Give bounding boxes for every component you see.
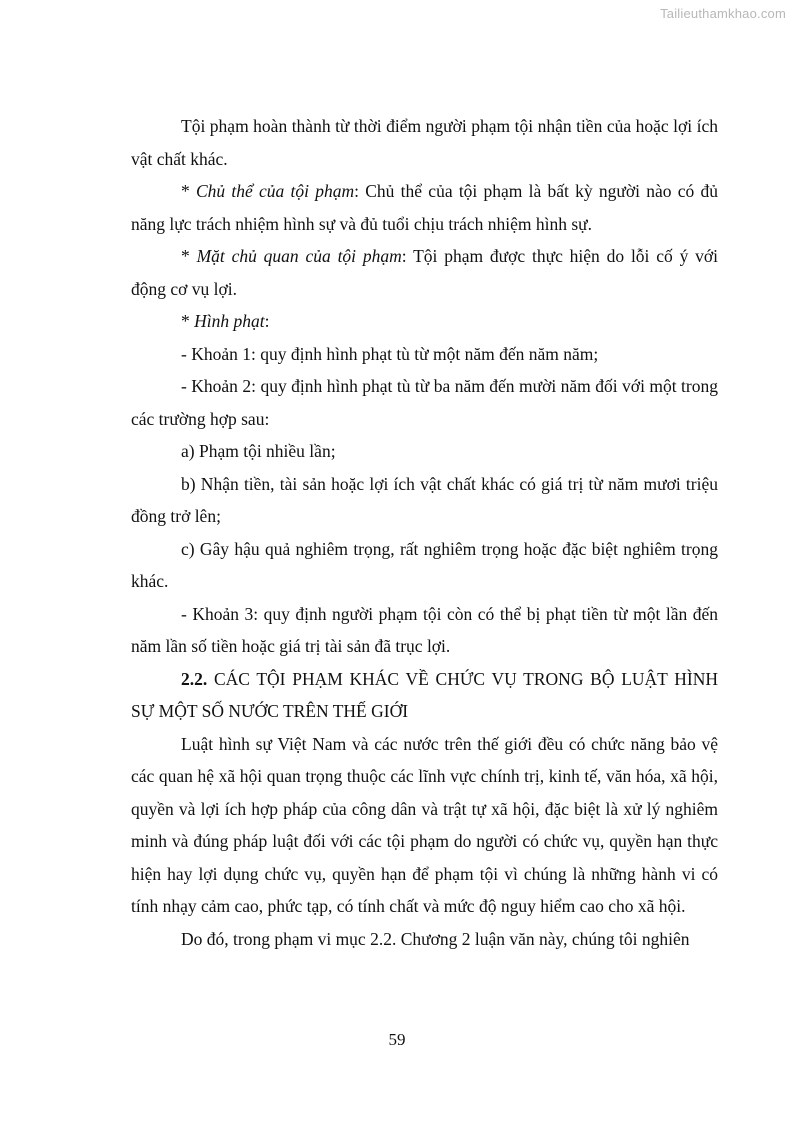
- section-title: CÁC TỘI PHẠM KHÁC VỀ CHỨC VỤ TRONG BỘ LUẬT HÌNH SỰ MỘT SỐ NƯỚC TRÊN THẾ GIỚI: [131, 668, 719, 721]
- bullet-marker: *: [181, 246, 190, 266]
- paragraph-penalty: [131, 305, 718, 338]
- document-body: [131, 110, 718, 955]
- paragraph-item-b: b) Nhận tiền, tài sản hoặc lợi ích vật chất khác có giá trị từ năm mươi triệu đồng trở lên;: [131, 473, 718, 526]
- paragraph-completion: Tội phạm hoàn thành từ thời điểm người phạm tội nhận tiền của hoặc lợi ích vật chất khác.: [131, 116, 718, 169]
- paragraph-item-a: a) Phạm tội nhiều lần;: [181, 441, 336, 461]
- paragraph-item-c: c) Gây hậu quả nghiêm trọng, rất nghiêm trọng hoặc đặc biệt nghiêm trọng khác.: [131, 538, 718, 591]
- paragraph-clause-1: - Khoản 1: quy định hình phạt tù từ một năm đến năm năm;: [181, 343, 599, 364]
- paragraph-subject: [131, 175, 718, 240]
- watermark-text: Tailieuthamkhao.com: [660, 6, 786, 21]
- paragraph-scope: Do đó, trong phạm vi mục 2.2. Chương 2 luận văn này, chúng tôi nghiên: [181, 928, 690, 949]
- bullet-marker: *: [181, 311, 190, 331]
- label-penalty: Hình phạt: [194, 311, 265, 331]
- paragraph-intro: Luật hình sự Việt Nam và các nước trên thế giới đều có chức năng bảo vệ các quan hệ xã hội quan trọng thuộc các lĩnh vực chính trị, kinh tế, văn hóa, xã hội, quyền và lợi ích hợp pháp của công dân và trật tự xã hội, đặc biệt là xử lý nghiêm minh và đúng pháp luật đối với các tội phạm do người có chức vụ, quyền hạn thực hiện hay lợi dụng chức vụ, quyền hạn để phạm tội vì chúng là những hành vi có tính nhạy cảm cao, phức tạp, có tính chất và mức độ nguy hiểm cao cho xã hội.: [131, 733, 718, 916]
- page-number: 59: [388, 1030, 406, 1049]
- paragraph-clause-3: - Khoản 3: quy định người phạm tội còn có thể bị phạt tiền từ một lần đến năm lần số tiền hoặc giá trị tài sản đã trục lợi.: [131, 603, 718, 656]
- section-number: 2.2.: [181, 668, 208, 689]
- label-subjective-aspect: Mặt chủ quan của tội phạm: [196, 246, 402, 266]
- label-subject: Chủ thể của tội phạm: [196, 181, 355, 201]
- paragraph-subjective-aspect: [131, 240, 718, 305]
- section-heading: [131, 663, 718, 728]
- text-subjective-aspect: : Tội phạm được thực hiện do lỗi cố ý với động cơ vụ lợi.: [131, 246, 718, 299]
- paragraph-clause-2: - Khoản 2: quy định hình phạt tù từ ba năm đến mười năm đối với một trong các trường hợp sau:: [131, 376, 718, 429]
- text-subject: : Chủ thể của tội phạm là bất kỳ người nào có đủ năng lực trách nhiệm hình sự và đủ tuổi chịu trách nhiệm hình sự.: [131, 181, 719, 234]
- bullet-marker: *: [181, 181, 190, 201]
- text-penalty: :: [264, 311, 270, 331]
